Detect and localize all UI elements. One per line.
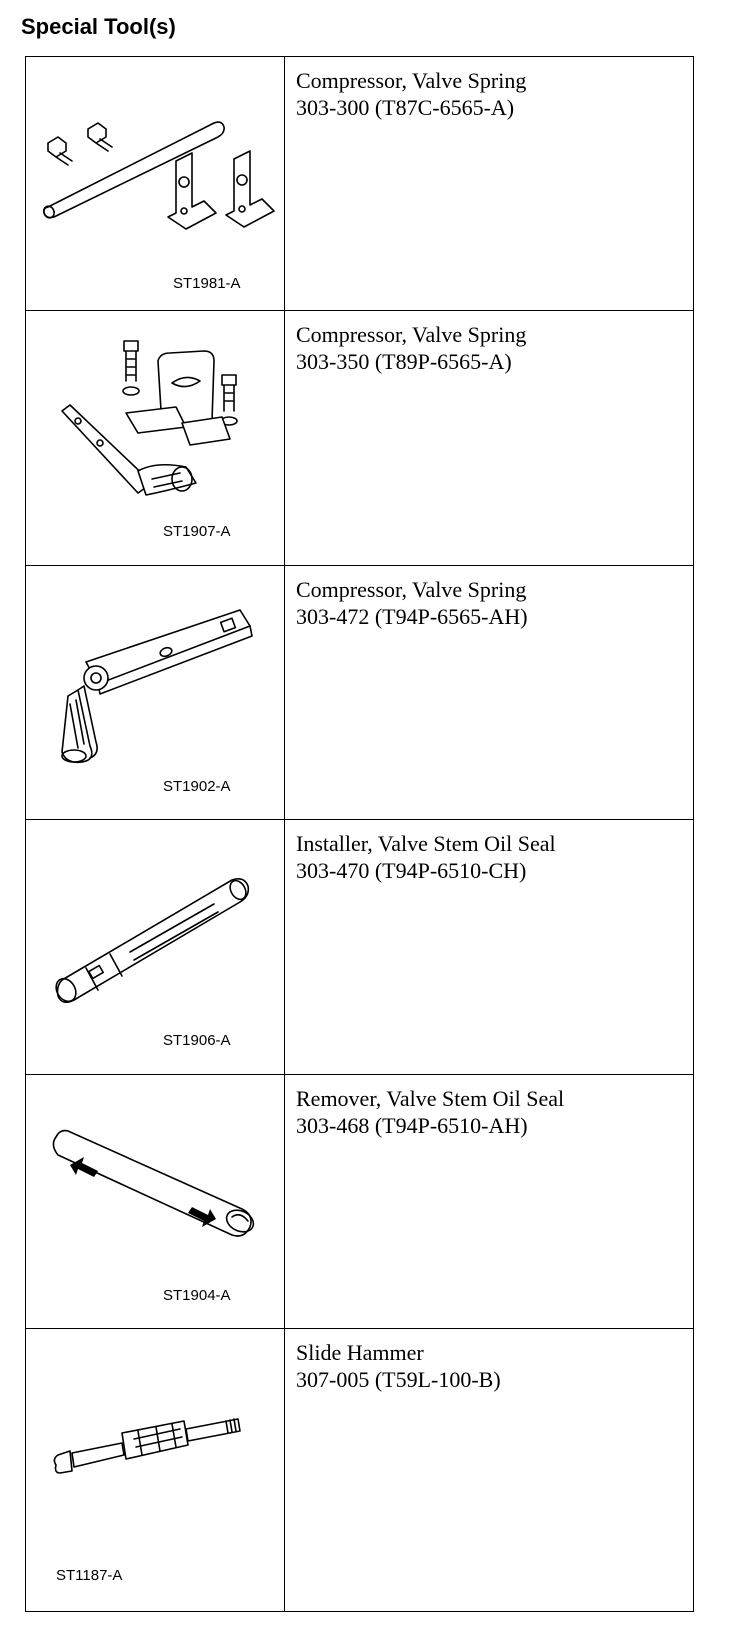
tool-code: ST1906-A	[163, 1032, 231, 1050]
valve-stem-seal-remover-icon	[26, 1075, 284, 1323]
tool-description-cell	[285, 820, 694, 1074]
special-tools-table	[25, 56, 694, 1612]
tool-row	[26, 57, 694, 311]
tool-name: Remover, Valve Stem Oil Seal	[296, 1085, 565, 1111]
tool-description-cell	[285, 1328, 694, 1611]
tool-image-cell	[26, 820, 285, 1074]
tool-number: 303-470 (T94P-6510-CH)	[296, 858, 527, 884]
tool-code: ST1907-A	[163, 523, 231, 541]
tool-name: Compressor, Valve Spring	[296, 576, 527, 602]
tool-name: Slide Hammer	[296, 1339, 424, 1365]
tool-row	[26, 311, 694, 565]
tool-image-cell	[26, 565, 285, 819]
tool-number: 303-350 (T89P-6565-A)	[296, 349, 512, 375]
tool-name: Installer, Valve Stem Oil Seal	[296, 831, 556, 857]
tool-row	[26, 820, 694, 1074]
page-heading: Special Tool(s)	[21, 14, 176, 39]
tool-image-cell	[26, 311, 285, 565]
tool-image-cell	[26, 1328, 285, 1611]
tool-name: Compressor, Valve Spring	[296, 68, 527, 93]
valve-stem-seal-installer-icon	[26, 820, 284, 1068]
tool-image-cell	[26, 1074, 285, 1328]
tool-image-cell	[26, 57, 285, 311]
tool-name: Compressor, Valve Spring	[296, 322, 527, 348]
tool-number: 303-300 (T87C-6565-A)	[296, 95, 515, 120]
valve-spring-compressor-lever-icon	[26, 566, 284, 814]
tool-row	[26, 1074, 694, 1328]
tool-description-cell	[285, 565, 694, 819]
tool-description-cell	[285, 311, 694, 565]
tool-number: 303-472 (T94P-6565-AH)	[296, 603, 528, 629]
slide-hammer-icon	[26, 1329, 284, 1605]
tool-code: ST1902-A	[163, 777, 231, 795]
valve-spring-compressor-bar-icon	[26, 57, 284, 305]
tool-code: ST1981-A	[173, 275, 241, 292]
tool-row	[26, 1328, 694, 1611]
tool-number: 303-468 (T94P-6510-AH)	[296, 1112, 528, 1138]
tool-code: ST1187-A	[56, 1566, 123, 1584]
tool-description-cell	[285, 57, 694, 311]
tool-number: 307-005 (T59L-100-B)	[296, 1366, 501, 1392]
tool-row	[26, 565, 694, 819]
tool-code: ST1904-A	[163, 1286, 231, 1304]
tool-description-cell	[285, 1074, 694, 1328]
valve-spring-compressor-bracket-icon	[26, 311, 284, 559]
